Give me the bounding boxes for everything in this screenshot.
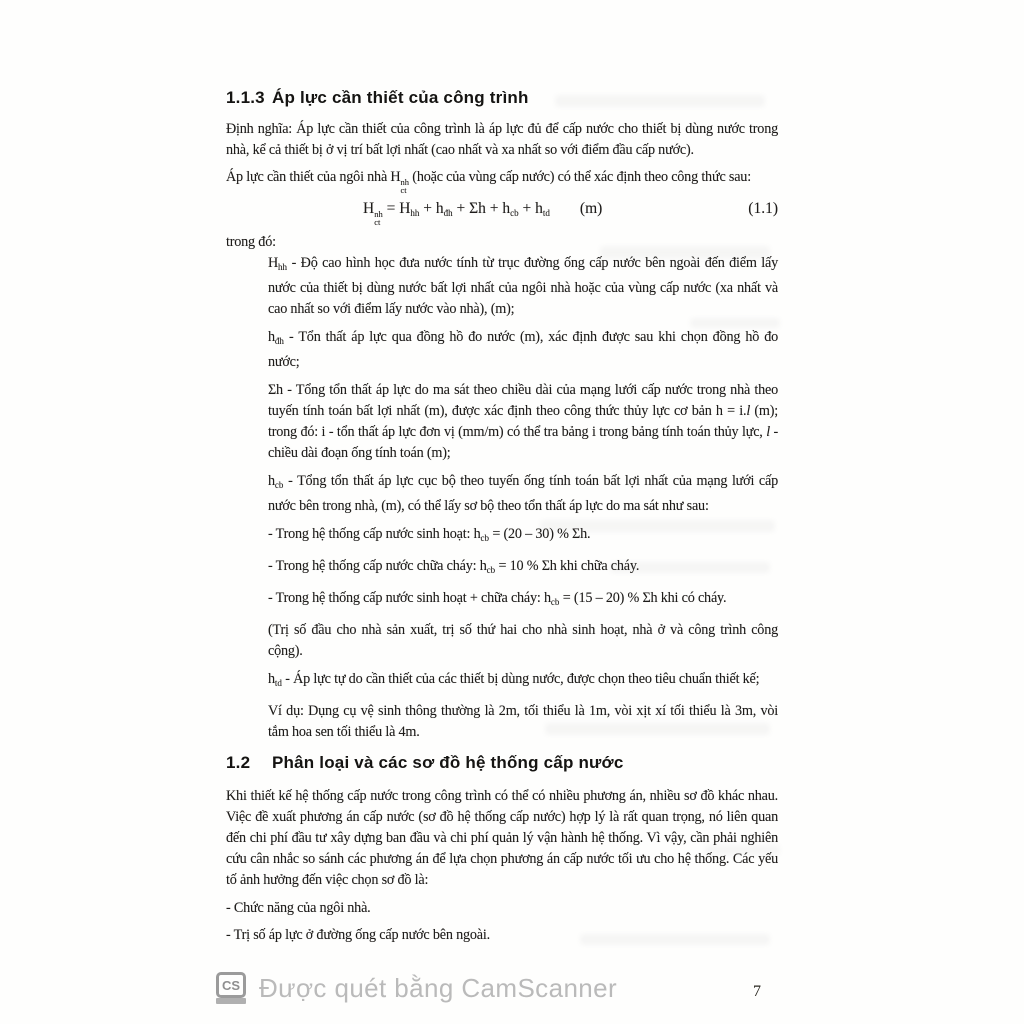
paragraph-where: trong đó: <box>226 234 276 250</box>
paragraph-required-pressure: Áp lực cần thiết của ngôi nhà H nh ct (hoặc của vùng cấp nước) có thể xác định theo công thức sau: <box>226 169 751 195</box>
camscanner-logo-bar <box>216 998 246 1004</box>
term-sigma-h: Σh - Tổng tổn thất áp lực do ma sát theo chiều dài của mạng lưới cấp nước trong nhà theo tuyến tính toán bất lợi nhất (m), được xác định theo công thức thủy lực cơ bản h = i.l (m); trong đó: i - tổn thất áp lực đơn vị (mm/m) có thể tra bảng i trong bảng tính toán thủy lực, l - chiều dài đoạn ống tính toán (m); <box>268 382 778 461</box>
section-heading-1-1-3 <box>226 88 778 108</box>
paragraph-tri-so-note: (Trị số đầu cho nhà sản xuất, trị số thứ hai cho nhà sinh hoạt, nhà ở và công trình công cộng). <box>268 622 778 659</box>
term-hdh: $h_{đh}$ - Tổn thất áp lực qua đồng hồ đo nước (m), xác định được sau khi chọn đồng hồ đo nước; <box>268 329 778 370</box>
equation-1-1 <box>226 197 778 226</box>
equation-expression: H nh ct = $H_{hh} + h_{đh} + \Sigma h + h_{cb} + h_{td}$ <box>363 200 550 227</box>
bullet-sinh-hoat: - Trong hệ thống cấp nước sinh hoạt: $h_{cb} = (20 - 30)$ % Σh. <box>268 526 591 543</box>
term-hcb: $h_{cb}$ - Tổng tổn thất áp lực cục bộ theo tuyến ống tính toán bất lợi nhất của mạng lưới cấp nước bên trong nhà, (m), có thể lấy sơ bộ theo tổn thất áp lực do ma sát như sau: <box>268 473 778 514</box>
camscanner-logo-icon <box>216 972 246 998</box>
paragraph-definition: Định nghĩa: Áp lực cần thiết của công trình là áp lực đủ để cấp nước cho thiết bị dùng nước trong nhà, kể cả thiết bị ở vị trí bất lợi nhất (cao nhất và xa nhất so với điểm đầu cấp nước). <box>226 121 778 158</box>
equation-number: (1.1) <box>748 200 778 217</box>
section-number: 1.1.3 <box>226 88 265 107</box>
page-number: 7 <box>753 983 761 1000</box>
paragraph-vi-du: Ví dụ: Dụng cụ vệ sinh thông thường là 2m, tối thiểu là 1m, vòi xịt xí tối thiểu là 3m, vòi tắm hoa sen tối thiểu là 4m. <box>268 703 778 740</box>
bullet-sinh-hoat-chua-chay: - Trong hệ thống cấp nước sinh hoạt + chữa cháy: $h_{cb} = (15 - 20)$ % Σh khi có cháy. <box>268 590 727 607</box>
section-title: Phân loại và các sơ đồ hệ thống cấp nước <box>272 753 624 772</box>
camscanner-logo-text: CS <box>221 977 241 993</box>
section-heading-1-2 <box>226 753 778 773</box>
bullet-chuc-nang: - Chức năng của ngôi nhà. <box>226 900 371 916</box>
equation-unit: (m) <box>579 200 603 217</box>
term-hhh: $H_{hh}$ - Độ cao hình học đưa nước tính từ trục đường ống cấp nước bên ngoài đến điểm lấy nước của thiết bị dùng nước bất lợi nhất của ngôi nhà hoặc của vùng cấp nước (xa nhất và cao nhất so với điểm lấy nước vào nhà), (m); <box>268 255 778 317</box>
camscanner-watermark <box>216 972 617 1005</box>
section-number: 1.2 <box>226 753 251 772</box>
term-htd: $h_{td}$ - Áp lực tự do cần thiết của các thiết bị dùng nước, được chọn theo tiêu chuẩn thiết kế; <box>268 671 760 688</box>
paragraph-khi-thiet-ke: Khi thiết kế hệ thống cấp nước trong công trình có thể có nhiều phương án, nhiều sơ đồ khác nhau. Việc đề xuất phương án cấp nước (sơ đồ hệ thống cấp nước) hợp lý là rất quan trọng, nó liên quan đến chi phí đầu tư xây dựng ban đầu và chi phí quản lý vận hành hệ thống. Vì vậy, cần phải nghiên cứu cân nhắc so sánh các phương án để lựa chọn phương án cấp nước tối ưu cho hệ thống. Các yếu tố ảnh hưởng đến việc chọn sơ đồ là: <box>226 788 778 888</box>
bullet-tri-so-ap-luc: - Trị số áp lực ở đường ống cấp nước bên ngoài. <box>226 927 490 943</box>
page-content <box>226 88 778 946</box>
watermark-text: Được quét bằng CamScanner <box>259 973 618 1003</box>
section-title: Áp lực cần thiết của công trình <box>272 88 529 107</box>
bullet-chua-chay: - Trong hệ thống cấp nước chữa cháy: $h_{cb} = 10$ % Σh khi chữa cháy. <box>268 558 640 575</box>
